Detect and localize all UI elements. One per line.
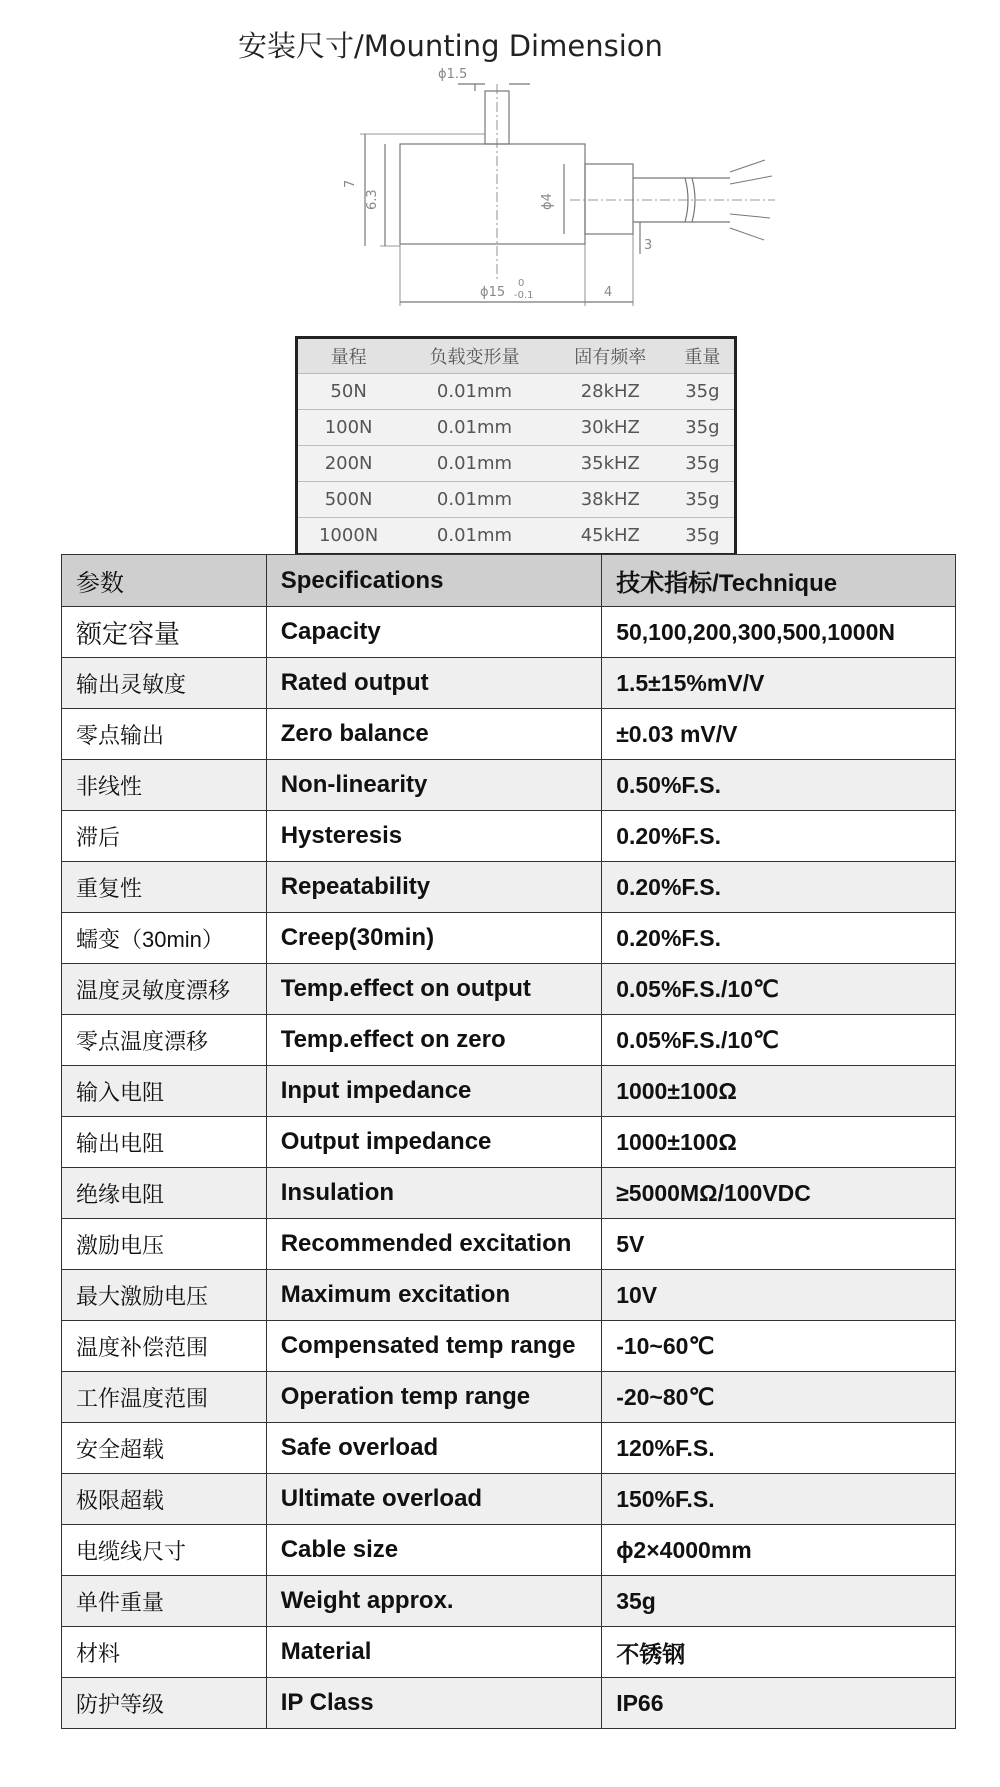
model-frequency: 28kHZ: [550, 374, 671, 410]
spec-spec-cell: Insulation: [266, 1168, 601, 1219]
spec-row: [62, 1015, 956, 1066]
spec-tech-cell: ≥5000MΩ/100VDC: [602, 1168, 956, 1219]
model-weight: 35g: [671, 482, 736, 518]
spec-param-cell: 非线性: [62, 760, 267, 811]
spec-param-cell: 防护等级: [62, 1678, 267, 1729]
spec-tech-cell: 0.20%F.S.: [602, 862, 956, 913]
model-row: [297, 482, 736, 518]
spec-spec-cell: Input impedance: [266, 1066, 601, 1117]
sensor-body: [400, 144, 585, 244]
spec-spec-cell: Output impedance: [266, 1117, 601, 1168]
spec-row: [62, 709, 956, 760]
spec-tech-cell: 150%F.S.: [602, 1474, 956, 1525]
spec-param-cell: 激励电压: [62, 1219, 267, 1270]
spec-tech-cell: -20~80℃: [602, 1372, 956, 1423]
spec-spec-cell: IP Class: [266, 1678, 601, 1729]
model-header-deflection: 负载变形量: [399, 338, 550, 374]
spec-tech-cell: 0.05%F.S./10℃: [602, 1015, 956, 1066]
model-header-range: 量程: [297, 338, 400, 374]
model-deflection: 0.01mm: [399, 446, 550, 482]
cable-boss: [585, 164, 633, 234]
spec-row: [62, 1678, 956, 1729]
spec-spec-cell: Cable size: [266, 1525, 601, 1576]
spec-header-specifications: Specifications: [266, 555, 601, 607]
spec-param-cell: 零点温度漂移: [62, 1015, 267, 1066]
spec-tech-cell: 10V: [602, 1270, 956, 1321]
model-range: 500N: [297, 482, 400, 518]
dim-label-height: 7: [343, 179, 358, 188]
spec-table: [61, 554, 956, 1729]
model-deflection: 0.01mm: [399, 482, 550, 518]
spec-param-cell: 温度灵敏度漂移: [62, 964, 267, 1015]
spec-row: [62, 913, 956, 964]
spec-row: [62, 658, 956, 709]
spec-tech-cell: 1000±100Ω: [602, 1117, 956, 1168]
spec-row: [62, 811, 956, 862]
spec-row: [62, 1219, 956, 1270]
model-deflection: 0.01mm: [399, 518, 550, 555]
spec-spec-cell: Repeatability: [266, 862, 601, 913]
spec-spec-cell: Operation temp range: [266, 1372, 601, 1423]
model-range: 200N: [297, 446, 400, 482]
model-weight: 35g: [671, 446, 736, 482]
spec-tech-cell: ϕ2×4000mm: [602, 1525, 956, 1576]
spec-param-cell: 输出灵敏度: [62, 658, 267, 709]
spec-row: [62, 1117, 956, 1168]
spec-param-cell: 安全超载: [62, 1423, 267, 1474]
spec-header-technique: 技术指标/Technique: [602, 555, 956, 607]
spec-param-cell: 输入电阻: [62, 1066, 267, 1117]
spec-row: [62, 964, 956, 1015]
spec-param-cell: 绝缘电阻: [62, 1168, 267, 1219]
spec-spec-cell: Weight approx.: [266, 1576, 601, 1627]
spec-tech-cell: 不锈钢: [602, 1627, 956, 1678]
model-table: [295, 336, 737, 556]
spec-spec-cell: Creep(30min): [266, 913, 601, 964]
spec-row: [62, 1576, 956, 1627]
spec-param-cell: 电缆线尺寸: [62, 1525, 267, 1576]
model-range: 1000N: [297, 518, 400, 555]
spec-spec-cell: Non-linearity: [266, 760, 601, 811]
dim-label-tol-upper: 0: [518, 278, 525, 289]
dim-label-tol-lower: -0.1: [514, 290, 534, 301]
spec-row: [62, 760, 956, 811]
spec-tech-cell: 0.50%F.S.: [602, 760, 956, 811]
model-row: [297, 518, 736, 555]
spec-tech-cell: 1000±100Ω: [602, 1066, 956, 1117]
spec-param-cell: 极限超载: [62, 1474, 267, 1525]
spec-spec-cell: Capacity: [266, 607, 601, 658]
model-deflection: 0.01mm: [399, 374, 550, 410]
spec-spec-cell: Hysteresis: [266, 811, 601, 862]
model-range: 100N: [297, 410, 400, 446]
spec-spec-cell: Temp.effect on output: [266, 964, 601, 1015]
spec-param-cell: 重复性: [62, 862, 267, 913]
dim-label-diameter: ϕ15: [480, 285, 506, 300]
dim-label-boss-length: 4: [604, 285, 613, 300]
spec-row: [62, 1627, 956, 1678]
spec-param-cell: 单件重量: [62, 1576, 267, 1627]
model-header-frequency: 固有频率: [550, 338, 671, 374]
spec-row: [62, 607, 956, 658]
model-table-header: [297, 338, 736, 374]
spec-tech-cell: 5V: [602, 1219, 956, 1270]
spec-spec-cell: Ultimate overload: [266, 1474, 601, 1525]
spec-param-cell: 材料: [62, 1627, 267, 1678]
dimension-svg: [340, 64, 820, 314]
mounting-dimension-drawing: [340, 64, 820, 314]
spec-tech-cell: IP66: [602, 1678, 956, 1729]
spec-tech-cell: 50,100,200,300,500,1000N: [602, 607, 956, 658]
spec-spec-cell: Zero balance: [266, 709, 601, 760]
spec-tech-cell: 0.20%F.S.: [602, 913, 956, 964]
spec-row: [62, 862, 956, 913]
spec-spec-cell: Material: [266, 1627, 601, 1678]
spec-row: [62, 1270, 956, 1321]
spec-tech-cell: 35g: [602, 1576, 956, 1627]
spec-spec-cell: Safe overload: [266, 1423, 601, 1474]
model-header-weight: 重量: [671, 338, 736, 374]
model-range: 50N: [297, 374, 400, 410]
model-deflection: 0.01mm: [399, 410, 550, 446]
spec-spec-cell: Recommended excitation: [266, 1219, 601, 1270]
model-weight: 35g: [671, 374, 736, 410]
spec-row: [62, 1372, 956, 1423]
spec-row: [62, 1474, 956, 1525]
spec-spec-cell: Compensated temp range: [266, 1321, 601, 1372]
spec-row: [62, 1168, 956, 1219]
dim-label-pin: ϕ1.5: [438, 67, 468, 82]
spec-param-cell: 输出电阻: [62, 1117, 267, 1168]
spec-param-cell: 额定容量: [62, 607, 267, 658]
model-weight: 35g: [671, 518, 736, 555]
model-frequency: 45kHZ: [550, 518, 671, 555]
dim-label-cable-offset: 3: [644, 238, 653, 253]
spec-row: [62, 1066, 956, 1117]
spec-tech-cell: ±0.03 mV/V: [602, 709, 956, 760]
spec-param-cell: 最大激励电压: [62, 1270, 267, 1321]
spec-param-cell: 工作温度范围: [62, 1372, 267, 1423]
model-weight: 35g: [671, 410, 736, 446]
spec-row: [62, 1423, 956, 1474]
model-frequency: 38kHZ: [550, 482, 671, 518]
spec-param-cell: 蠕变（30min）: [62, 913, 267, 964]
page-title: 安装尺寸/Mounting Dimension: [238, 29, 663, 63]
spec-spec-cell: Maximum excitation: [266, 1270, 601, 1321]
spec-param-cell: 滞后: [62, 811, 267, 862]
model-row: [297, 374, 736, 410]
spec-tech-cell: -10~60℃: [602, 1321, 956, 1372]
model-row: [297, 446, 736, 482]
spec-tech-cell: 0.20%F.S.: [602, 811, 956, 862]
spec-spec-cell: Temp.effect on zero: [266, 1015, 601, 1066]
dim-label-boss-dia: ϕ4: [540, 193, 555, 210]
spec-header-param: 参数: [62, 555, 267, 607]
spec-tech-cell: 1.5±15%mV/V: [602, 658, 956, 709]
model-frequency: 35kHZ: [550, 446, 671, 482]
spec-row: [62, 1321, 956, 1372]
spec-param-cell: 温度补偿范围: [62, 1321, 267, 1372]
spec-tech-cell: 120%F.S.: [602, 1423, 956, 1474]
spec-param-cell: 零点输出: [62, 709, 267, 760]
spec-row: [62, 1525, 956, 1576]
dim-label-body-height: 6.3: [365, 189, 380, 210]
model-frequency: 30kHZ: [550, 410, 671, 446]
spec-table-header: [62, 555, 956, 607]
model-row: [297, 410, 736, 446]
spec-spec-cell: Rated output: [266, 658, 601, 709]
spec-tech-cell: 0.05%F.S./10℃: [602, 964, 956, 1015]
